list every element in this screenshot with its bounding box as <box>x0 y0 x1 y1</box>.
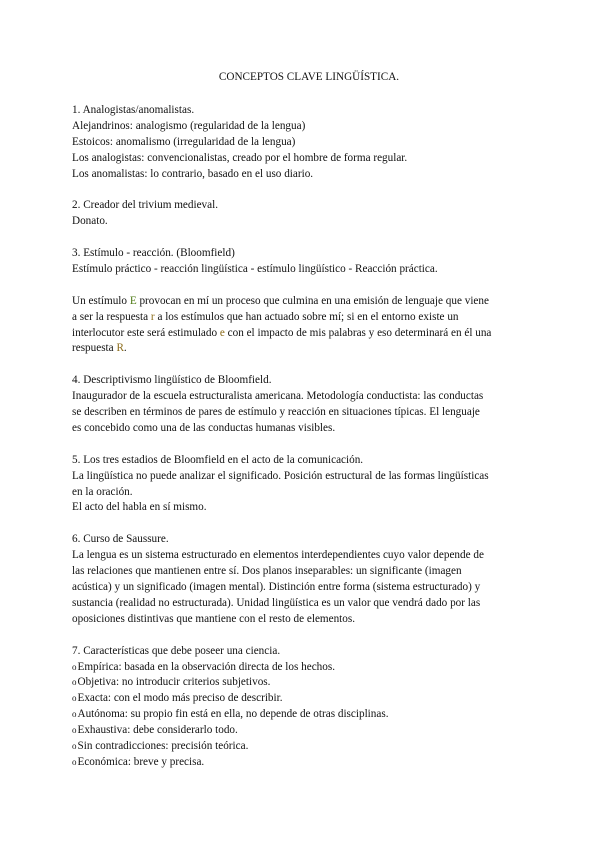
paragraph-line <box>72 310 542 326</box>
section-5-heading: 5. Los tres estadios de Bloomfield en el acto de la comunicación. <box>72 453 364 466</box>
section-6-line: sustancia (realidad no estructurada). Unidad lingüística es un valor que vendrá dado por las <box>72 596 481 609</box>
list-item <box>72 739 542 755</box>
list-item-text: Exacta: con el modo más preciso de describir. <box>77 692 283 705</box>
list-item <box>72 675 542 691</box>
bullet-icon: o <box>72 709 77 720</box>
paragraph-text: interlocutor este será estimulado <box>72 326 220 339</box>
bullet-icon: o <box>72 661 77 672</box>
paragraph-text: a los estímulos que han actuado sobre mí; si en el entorno existe un <box>154 310 459 323</box>
section-2-heading: 2. Creador del trivium medieval. <box>72 199 219 212</box>
section-6-line: oposiciones distintivas que mantiene con el resto de elementos. <box>72 612 356 625</box>
section-2 <box>72 198 542 230</box>
section-5-line: La lingüística no puede analizar el significado. Posición estructural de las formas lingüísticas <box>72 469 489 482</box>
section-4-heading: 4. Descriptivismo lingüístico de Bloomfield. <box>72 374 272 387</box>
list-item <box>72 755 542 771</box>
bullet-icon: o <box>72 725 77 736</box>
section-1-line: Alejandrinos: analogismo (regularidad de la lengua) <box>72 119 306 132</box>
bullet-icon: o <box>72 741 77 752</box>
paragraph-line <box>72 294 542 310</box>
section-1-line: Los anomalistas: lo contrario, basado en el uso diario. <box>72 167 314 180</box>
list-item <box>72 691 542 707</box>
paragraph-line <box>72 326 542 342</box>
paragraph-text: con el impacto de mis palabras y eso determinará en él una <box>224 326 492 339</box>
section-6-line: acústica) y un significado (imagen mental). Distinción entre forma (sistema estructurado) y <box>72 581 481 593</box>
section-6-line: las relaciones que mantienen entre sí. Dos planos inseparables: un significante (imagen <box>72 565 462 578</box>
section-3-line: Estímulo práctico - reacción lingüística - estímulo lingüístico - Reacción práctica. <box>72 262 438 275</box>
section-3-paragraph <box>72 294 542 358</box>
paragraph-line <box>72 341 542 357</box>
list-item <box>72 660 542 676</box>
bullet-icon: o <box>72 677 77 688</box>
paragraph-text: provocan en mí un proceso que culmina en una emisión de lenguaje que viene <box>136 294 489 307</box>
paragraph-text: Un estímulo <box>72 294 130 307</box>
section-7 <box>72 644 542 771</box>
section-4-line: es concebido como una de las conductas humanas visibles. <box>72 421 336 434</box>
section-4 <box>72 373 542 437</box>
section-4-line: se describen en términos de pares de estímulo y reacción en situaciones típicas. El lenguaje <box>72 406 480 419</box>
paragraph-text: respuesta <box>72 342 117 355</box>
section-5-line: en la oración. <box>72 485 133 498</box>
section-3-heading: 3. Estímulo - reacción. (Bloomfield) <box>72 247 235 260</box>
response-r-label: r <box>150 310 155 323</box>
section-2-line: Donato. <box>72 215 108 228</box>
section-1-heading: 1. Analogistas/anomalistas. <box>72 103 195 116</box>
document-title: CONCEPTOS CLAVE LINGÜÍSTICA. <box>218 71 400 83</box>
list-item <box>72 723 542 739</box>
section-1-line: Estoicos: anomalismo (irregularidad de la lengua) <box>72 135 296 148</box>
list-item-text: Empírica: basada en la observación directa de los hechos. <box>77 660 336 673</box>
section-5 <box>72 453 542 517</box>
list-item-text: Exhaustiva: debe considerarlo todo. <box>77 724 238 737</box>
list-item <box>72 707 542 723</box>
response-R-label: R <box>116 342 124 355</box>
bullet-icon: o <box>72 756 77 767</box>
paragraph-text: a ser la respuesta <box>72 310 151 323</box>
section-5-line: El acto del habla en sí mismo. <box>72 501 207 514</box>
section-6 <box>72 532 542 627</box>
section-1 <box>72 103 542 183</box>
section-1-line: Los analogistas: convencionalistas, creado por el hombre de forma regular. <box>72 151 408 164</box>
section-6-heading: 6. Curso de Saussure. <box>72 533 169 546</box>
list-item-text: Autónoma: su propio fin está en ella, no depende de otras disciplinas. <box>77 708 389 721</box>
stimulus-E-label: E <box>129 294 137 307</box>
section-3 <box>72 246 542 278</box>
list-item-text: Sin contradicciones: precisión teórica. <box>77 740 249 753</box>
stimulus-e-label: e <box>219 326 225 339</box>
section-6-line: La lengua es un sistema estructurado en elementos interdependientes cuyo valor depende de <box>72 549 484 562</box>
list-item-text: Objetiva: no introducir criterios subjetivos. <box>77 676 271 689</box>
paragraph-text: . <box>123 342 127 355</box>
bullet-icon: o <box>72 693 77 704</box>
section-7-heading: 7. Características que debe poseer una ciencia. <box>72 644 281 657</box>
section-4-line: Inaugurador de la escuela estructuralista americana. Metodología conductista: las conductas <box>72 390 484 403</box>
list-item-text: Económica: breve y precisa. <box>77 755 205 768</box>
